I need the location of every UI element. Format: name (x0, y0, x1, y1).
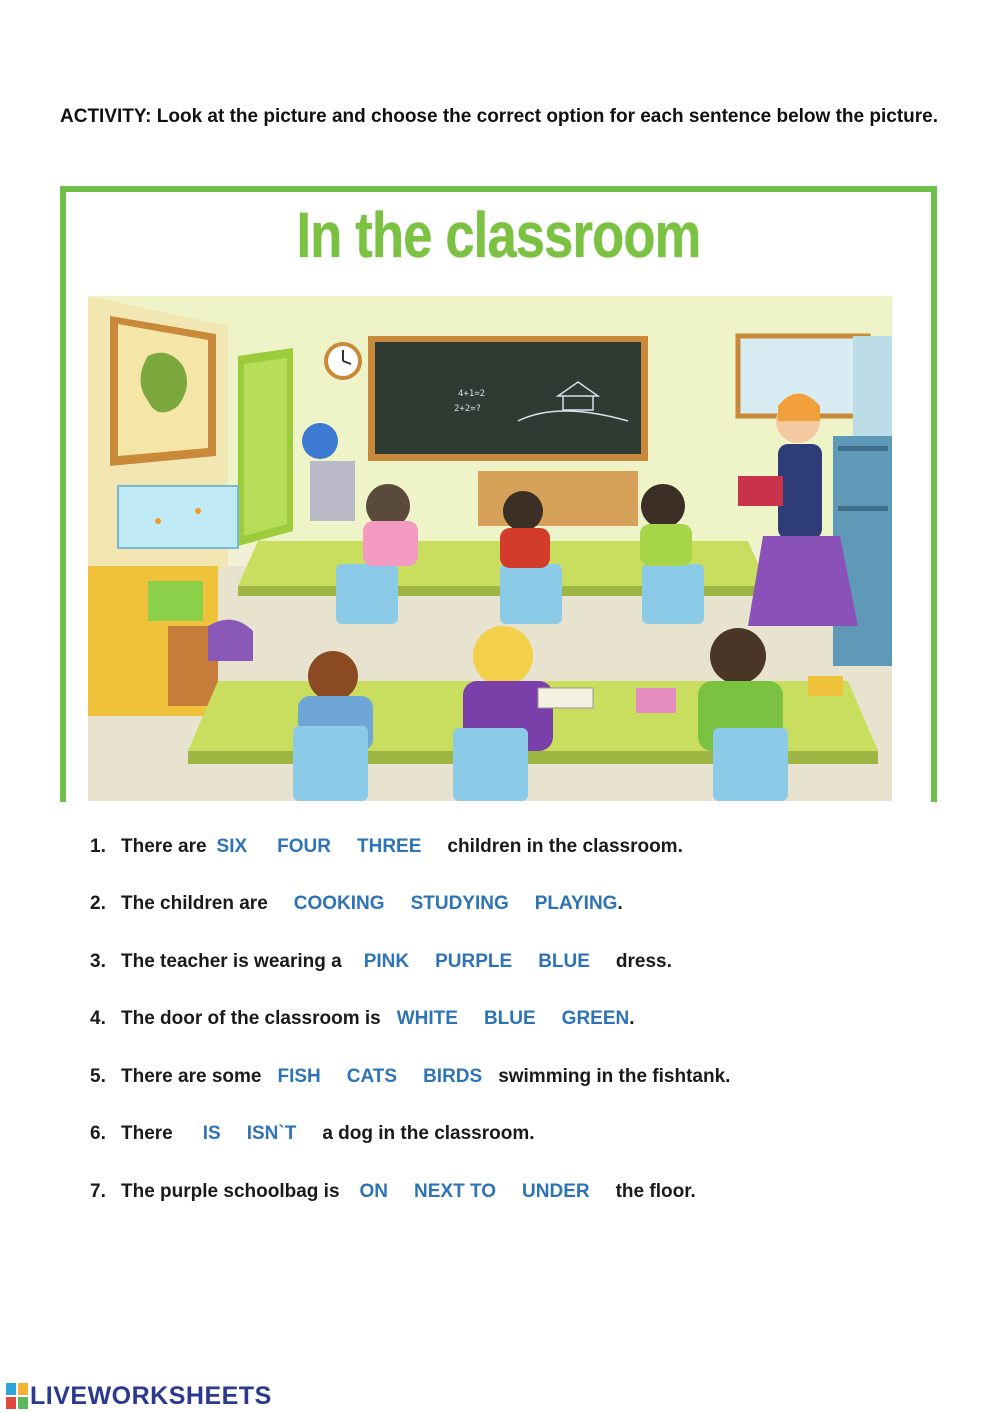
question-number: 3. (90, 950, 106, 972)
question-text-before: There are some (121, 1065, 262, 1087)
liveworksheets-logo[interactable] (6, 1381, 272, 1411)
classroom-illustration (88, 296, 892, 801)
option-cats[interactable]: CATS (346, 1065, 398, 1087)
question-text-after: dress. (615, 950, 672, 972)
option-next-to[interactable]: NEXT TO (414, 1180, 497, 1202)
activity-instructions: ACTIVITY: Look at the picture and choose the correct option for each sentence below the picture. (60, 106, 938, 127)
option-is[interactable]: IS (202, 1123, 221, 1145)
question-3 (90, 933, 970, 991)
question-text-after: the floor. (615, 1180, 696, 1202)
question-2 (90, 876, 970, 934)
option-isnt[interactable]: ISN`T (246, 1123, 297, 1145)
option-white[interactable]: WHITE (396, 1008, 458, 1030)
option-cooking[interactable]: COOKING (293, 893, 385, 915)
question-text-before: The purple schoolbag is (121, 1180, 340, 1202)
question-list (90, 818, 970, 1221)
option-playing[interactable]: PLAYING (534, 893, 618, 915)
option-birds[interactable]: BIRDS (423, 1065, 483, 1087)
question-text-before: The door of the classroom is (121, 1008, 381, 1030)
svg-text:2+2=?: 2+2=? (454, 404, 482, 414)
option-six[interactable]: SIX (216, 835, 248, 857)
option-blue[interactable]: BLUE (483, 1008, 536, 1030)
question-text-before: The children are (121, 893, 268, 915)
question-6 (90, 1106, 970, 1164)
question-number: 4. (90, 1008, 106, 1030)
question-text-before: There are (121, 835, 207, 857)
question-text-before: The teacher is wearing a (121, 950, 342, 972)
question-number: 2. (90, 893, 106, 915)
question-number: 1. (90, 835, 106, 857)
question-text-after: a dog in the classroom. (322, 1123, 535, 1145)
question-number: 7. (90, 1180, 106, 1202)
liveworksheets-logo-icon (6, 1383, 28, 1409)
option-under[interactable]: UNDER (522, 1180, 590, 1202)
question-1 (90, 818, 970, 876)
option-blue[interactable]: BLUE (538, 950, 590, 972)
question-text-after: swimming in the fishtank. (498, 1065, 731, 1087)
picture-title: In the classroom (296, 199, 701, 271)
question-text-after: . (629, 1008, 635, 1030)
liveworksheets-logo-text: LIVEWORKSHEETS (30, 1381, 272, 1410)
question-text-before: There (121, 1123, 173, 1145)
question-4 (90, 991, 970, 1049)
question-7 (90, 1163, 970, 1221)
option-fish[interactable]: FISH (277, 1065, 321, 1087)
question-text-after: . (617, 893, 623, 915)
option-green[interactable]: GREEN (561, 1008, 630, 1030)
option-studying[interactable]: STUDYING (410, 893, 509, 915)
question-text-after: children in the classroom. (447, 835, 683, 857)
question-number: 5. (90, 1065, 106, 1087)
option-pink[interactable]: PINK (363, 950, 410, 972)
question-number: 6. (90, 1123, 106, 1145)
option-purple[interactable]: PURPLE (435, 950, 513, 972)
option-on[interactable]: ON (359, 1180, 389, 1202)
option-four[interactable]: FOUR (277, 835, 331, 857)
option-three[interactable]: THREE (357, 835, 422, 857)
svg-text:4+1=2: 4+1=2 (458, 389, 486, 399)
question-5 (90, 1048, 970, 1106)
classroom-picture (60, 186, 937, 802)
